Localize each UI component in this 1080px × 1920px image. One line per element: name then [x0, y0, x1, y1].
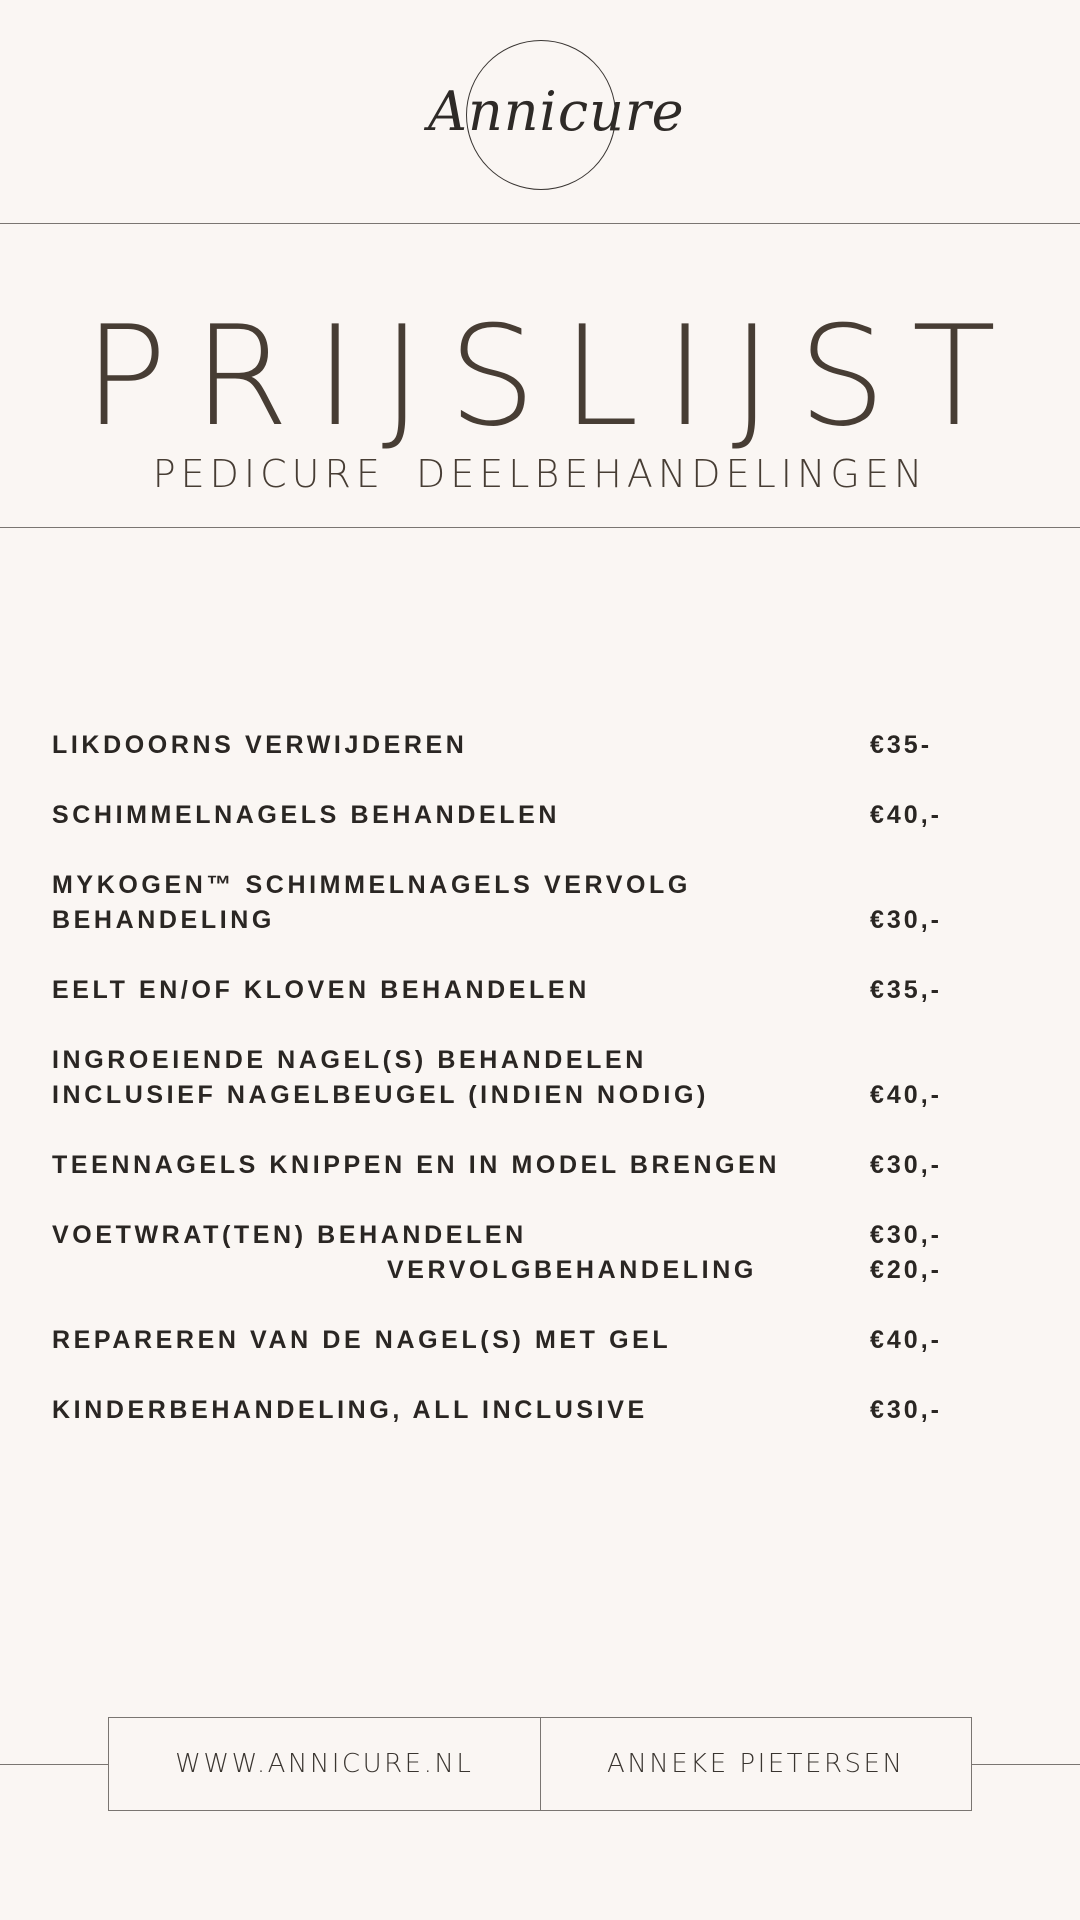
- price-row: [52, 1043, 1032, 1113]
- price-row: [52, 1323, 1032, 1358]
- treatment-subprice: €20,-: [870, 1256, 942, 1284]
- header-divider-bottom: [0, 527, 1080, 528]
- treatment-name-line: MYKOGEN™ SCHIMMELNAGELS VERVOLG: [52, 871, 691, 899]
- logo: [428, 38, 685, 198]
- treatment-price: [870, 798, 942, 833]
- treatment-name: [52, 973, 870, 1008]
- treatment-name-line: VOETWRAT(TEN) BEHANDELEN: [52, 1221, 527, 1249]
- treatment-price: [870, 1218, 942, 1288]
- website-link[interactable]: WWW.ANNICURE.NL: [175, 1749, 474, 1779]
- treatment-price: [870, 728, 932, 763]
- page-subtitle: PEDICURE DEELBEHANDELINGEN: [152, 452, 928, 496]
- treatment-name: [52, 1043, 870, 1113]
- footer-line-left: [0, 1764, 108, 1765]
- treatment-name-line: KINDERBEHANDELING, ALL INCLUSIVE: [52, 1396, 648, 1424]
- treatment-name-line: REPAREREN VAN DE NAGEL(S) MET GEL: [52, 1326, 672, 1354]
- treatment-price-value: €35-: [870, 731, 933, 759]
- treatment-name-line: LIKDOORNS VERWIJDEREN: [52, 731, 468, 759]
- treatment-name: [52, 1218, 870, 1288]
- price-row: [52, 798, 1032, 833]
- treatment-price-value: €40,-: [870, 1081, 942, 1109]
- treatment-price: [870, 973, 942, 1008]
- logo-text: Annicure: [428, 80, 685, 143]
- treatment-name: [52, 728, 870, 763]
- treatment-name-line: INCLUSIEF NAGELBEUGEL (INDIEN NODIG): [52, 1081, 709, 1109]
- treatment-subname: VERVOLGBEHANDELING: [387, 1256, 757, 1284]
- price-row: [52, 1393, 1032, 1428]
- price-row: [52, 1148, 1032, 1183]
- treatment-price: [870, 903, 942, 938]
- treatment-price-value: €30,-: [870, 906, 942, 934]
- footer: [108, 1717, 972, 1811]
- footer-line-right: [972, 1764, 1080, 1765]
- treatment-name: [52, 1323, 870, 1358]
- price-row: [52, 1218, 1032, 1288]
- treatment-price: [870, 1323, 942, 1358]
- treatment-price-value: €35,-: [870, 976, 942, 1004]
- treatment-name: [52, 868, 870, 938]
- treatment-name-line: TEENNAGELS KNIPPEN EN IN MODEL BRENGEN: [52, 1151, 781, 1179]
- treatment-price-value: €40,-: [870, 801, 942, 829]
- header-divider-top: [0, 223, 1080, 224]
- price-row: [52, 868, 1032, 938]
- treatment-name: [52, 1393, 870, 1428]
- page-title: PRIJSLIJST: [83, 296, 1023, 457]
- treatment-price: [870, 1148, 942, 1183]
- treatment-name-line: EELT EN/OF KLOVEN BEHANDELEN: [52, 976, 590, 1004]
- treatment-price-value: €30,-: [870, 1396, 942, 1424]
- treatment-price: [870, 1393, 942, 1428]
- treatment-name: [52, 798, 870, 833]
- treatment-price-value: €30,-: [870, 1221, 942, 1249]
- treatment-price-value: €30,-: [870, 1151, 942, 1179]
- treatment-price-value: €40,-: [870, 1326, 942, 1354]
- treatment-name-line: BEHANDELING: [52, 906, 275, 934]
- treatment-name: [52, 1148, 870, 1183]
- owner-name: ANNEKE PIETERSEN: [540, 1718, 972, 1810]
- treatment-price: [870, 1078, 942, 1113]
- price-row: [52, 973, 1032, 1008]
- price-row: [52, 728, 1032, 763]
- treatment-name-line: SCHIMMELNAGELS BEHANDELEN: [52, 801, 561, 829]
- price-list: [52, 728, 1032, 1463]
- treatment-name-line: INGROEIENDE NAGEL(S) BEHANDELEN: [52, 1046, 647, 1074]
